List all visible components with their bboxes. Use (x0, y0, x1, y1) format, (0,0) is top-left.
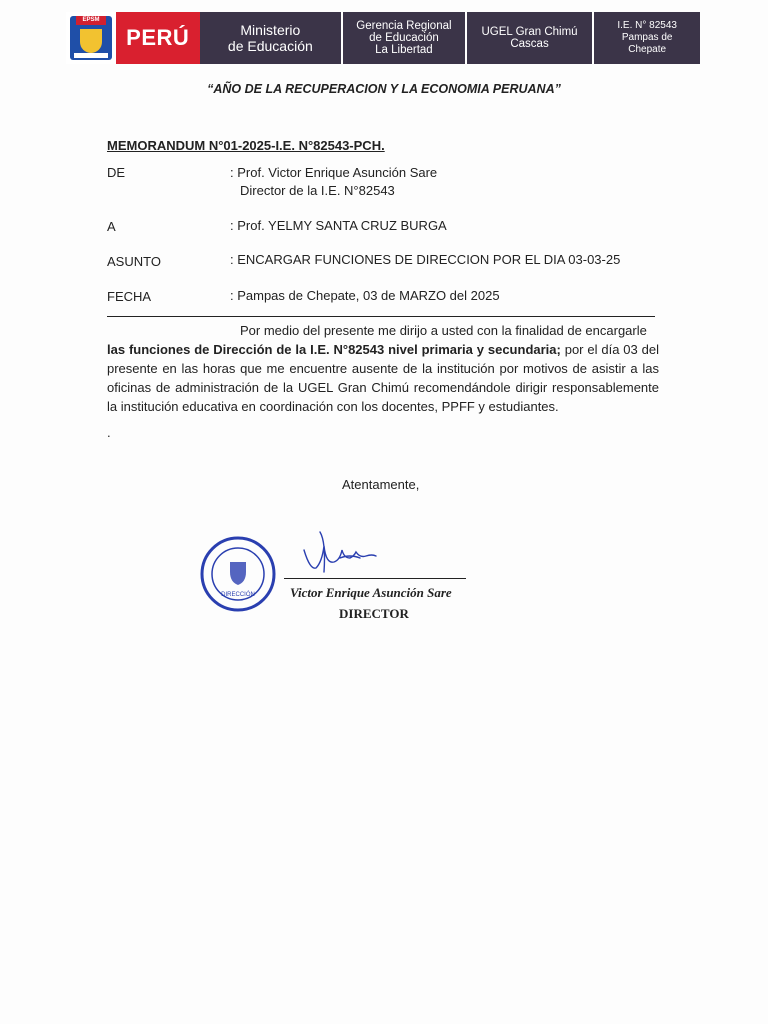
a-label: A (107, 219, 116, 234)
ugel-label: UGEL Gran Chimú Cascas (465, 12, 593, 64)
school-logo (66, 12, 116, 64)
de-value: : Prof. Victor Enrique Asunción Sare (230, 165, 438, 180)
logo-shield-icon (80, 29, 102, 53)
de-value-2: Director de la I.E. N°82543 (240, 183, 395, 198)
body-rest: por el día 03 del presente en las horas que me encuentre ausente de la institución por motivos de asistir a las oficinas de administración de la UGEL Gran Chimú recomendándole dirigir responsablemente la institución educativa en coordinación con los docentes, PPFF y estudiantes. (107, 342, 659, 414)
asunto-value: : ENCARGAR FUNCIONES DE DIRECCION POR EL DIA 03-03-25 (230, 252, 621, 267)
signer-name: Victor Enrique Asunción Sare (290, 585, 452, 600)
signature-line (284, 578, 466, 579)
body-intro: Por medio del presente me dirijo a usted con la finalidad de encargarle (240, 323, 647, 338)
year-motto: “AÑO DE LA RECUPERACION Y LA ECONOMIA PERUANA” (207, 82, 561, 96)
gerencia-label: Gerencia Regional de Educación La Libertad (341, 12, 465, 64)
ie-label: I.E. N° 82543 Pampas de Chepate (592, 12, 700, 64)
logo-text: EPSM (76, 16, 106, 25)
memo-title: MEMORANDUM N°01-2025-I.E. N°82543-PCH. (107, 138, 385, 153)
de-label: DE (107, 165, 126, 180)
seal-center-text: DIRECCIÓN (221, 592, 255, 598)
asunto-label: ASUNTO (107, 254, 161, 269)
body-bold: las funciones de Dirección de la I.E. N°82543 nivel primaria y secundaria; (107, 342, 561, 357)
handwritten-signature-icon (300, 528, 390, 578)
closing: Atentamente, (342, 477, 420, 492)
document-header (66, 12, 700, 64)
official-seal-icon (198, 536, 278, 612)
fecha-value: : Pampas de Chepate, 03 de MARZO del 2025 (230, 288, 500, 303)
fecha-label: FECHA (107, 289, 152, 304)
peru-label: PERÚ (116, 12, 200, 64)
a-value: : Prof. YELMY SANTA CRUZ BURGA (230, 218, 447, 233)
signer-role: DIRECTOR (339, 606, 409, 621)
divider (107, 316, 655, 317)
ministerio-label: Ministerio de Educación (200, 12, 342, 64)
memo-body (107, 321, 659, 416)
stray-dot: . (107, 425, 111, 440)
